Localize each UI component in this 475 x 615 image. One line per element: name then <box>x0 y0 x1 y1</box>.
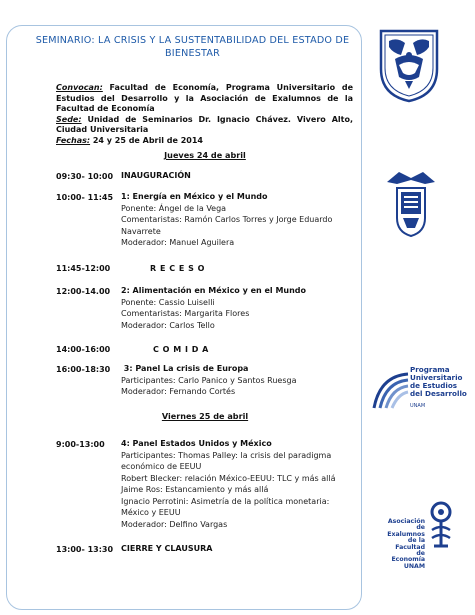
event-detail: Ignacio Perrotini: Asimetría de la política monetaria: México y EEUU <box>121 496 330 517</box>
day-heading-friday: Viernes 25 de abril <box>161 411 249 421</box>
event-item <box>121 438 351 530</box>
event-detail: Participantes: Thomas Palley: la crisis del paradigma económico de EEUU <box>121 450 332 471</box>
event-title: 1: Energía en México y el Mundo <box>121 192 268 201</box>
fechas-line <box>56 136 353 147</box>
event-item <box>121 191 351 249</box>
convocan-text: Facultad de Economía, Programa Universitario de Estudios del Desarrollo y la Asociación de Exalumnos de la Facultad de Economía <box>56 83 353 113</box>
event-info <box>56 83 353 146</box>
pued-logo-mark <box>370 370 410 412</box>
event-detail: Ponente: Ángel de la Vega <box>121 203 227 213</box>
exalumnos-logo-line: Asociación <box>387 518 425 525</box>
exalumnos-logo-line: de Economía <box>391 550 425 564</box>
event-time: 10:00- 11:45 <box>56 193 114 202</box>
event-item <box>121 363 351 398</box>
event-time: 9:00-13:00 <box>56 440 105 449</box>
page-title: SEMINARIO: LA CRISIS Y LA SUSTENTABILIDAD DEL ESTADO DE BIENESTAR <box>35 35 350 59</box>
pued-logo-line: del Desarrollo <box>410 389 467 398</box>
event-time: 09:30- 10:00 <box>56 172 114 181</box>
event-title: INAUGURACIÓN <box>121 171 191 180</box>
event-time: 16:00-18:30 <box>56 365 111 374</box>
event-time: 12:00-14.00 <box>56 287 111 296</box>
event-time: 11:45-12:00 <box>56 264 111 273</box>
event-title: 4: Panel Estados Unidos y México <box>121 439 272 448</box>
event-item <box>121 170 351 182</box>
pued-logo-line: Universitario <box>410 373 463 382</box>
event-time: 14:00-16:00 <box>56 345 111 354</box>
event-title-receso: R E C E S O <box>150 264 205 273</box>
pued-logo-unam: UNAM <box>410 403 426 409</box>
event-detail: Comentaristas: Ramón Carlos Torres y Jorge Eduardo Navarrete <box>121 215 333 236</box>
event-item <box>121 285 351 331</box>
pued-logo-line: de Estudios <box>410 381 458 390</box>
facultad-economia-emblem-logo <box>385 168 437 238</box>
exalumnos-emblem-logo <box>426 500 456 550</box>
sede-text: Unidad de Seminarios Dr. Ignacio Chávez. Vivero Alto, Ciudad Universitaria <box>56 114 353 134</box>
unam-seal-logo <box>375 25 443 103</box>
event-detail: Comentaristas: Margarita Flores <box>121 309 250 318</box>
exalumnos-logo-text <box>381 519 425 570</box>
event-detail: Moderador: Fernando Cortés <box>121 387 236 396</box>
sede-line <box>56 115 353 136</box>
event-detail: Robert Blecker: relación México-EEUU: TLC y más allá <box>121 473 336 483</box>
event-item <box>121 543 351 555</box>
convocan-label: Convocan: <box>56 83 103 92</box>
sede-label: Sede: <box>56 114 82 124</box>
event-title: 2: Alimentación en México y en el Mundo <box>121 286 307 295</box>
pued-logo-line: Programa <box>410 365 450 374</box>
event-detail: Moderador: Carlos Tello <box>121 320 215 330</box>
event-title: CIERRE Y CLAUSURA <box>121 544 213 553</box>
event-title-comida: C O M I D A <box>153 345 209 354</box>
pued-logo-text <box>410 366 467 398</box>
event-time: 13:00- 13:30 <box>56 545 114 554</box>
event-title: 3: Panel La crisis de Europa <box>121 364 249 373</box>
fechas-text: 24 y 25 de Abril de 2014 <box>90 135 203 145</box>
event-detail: Jaime Ros: Estancamiento y más allá <box>121 485 269 494</box>
fechas-label: Fechas: <box>56 135 91 145</box>
event-detail: Moderador: Manuel Aguilera <box>121 238 235 247</box>
exalumnos-logo-line: de la Facultad <box>395 537 425 551</box>
event-detail: Ponente: Cassio Luiselli <box>121 297 215 307</box>
exalumnos-logo-line: de Exalumnos <box>387 524 425 538</box>
event-detail: Participantes: Carlo Panico y Santos Ruesga <box>121 375 297 385</box>
exalumnos-logo-line: UNAM <box>403 562 425 570</box>
convocan-line <box>56 83 353 115</box>
event-detail: Moderador: Delfino Vargas <box>121 519 228 529</box>
day-heading-thursday: Jueves 24 de abril <box>164 150 246 160</box>
